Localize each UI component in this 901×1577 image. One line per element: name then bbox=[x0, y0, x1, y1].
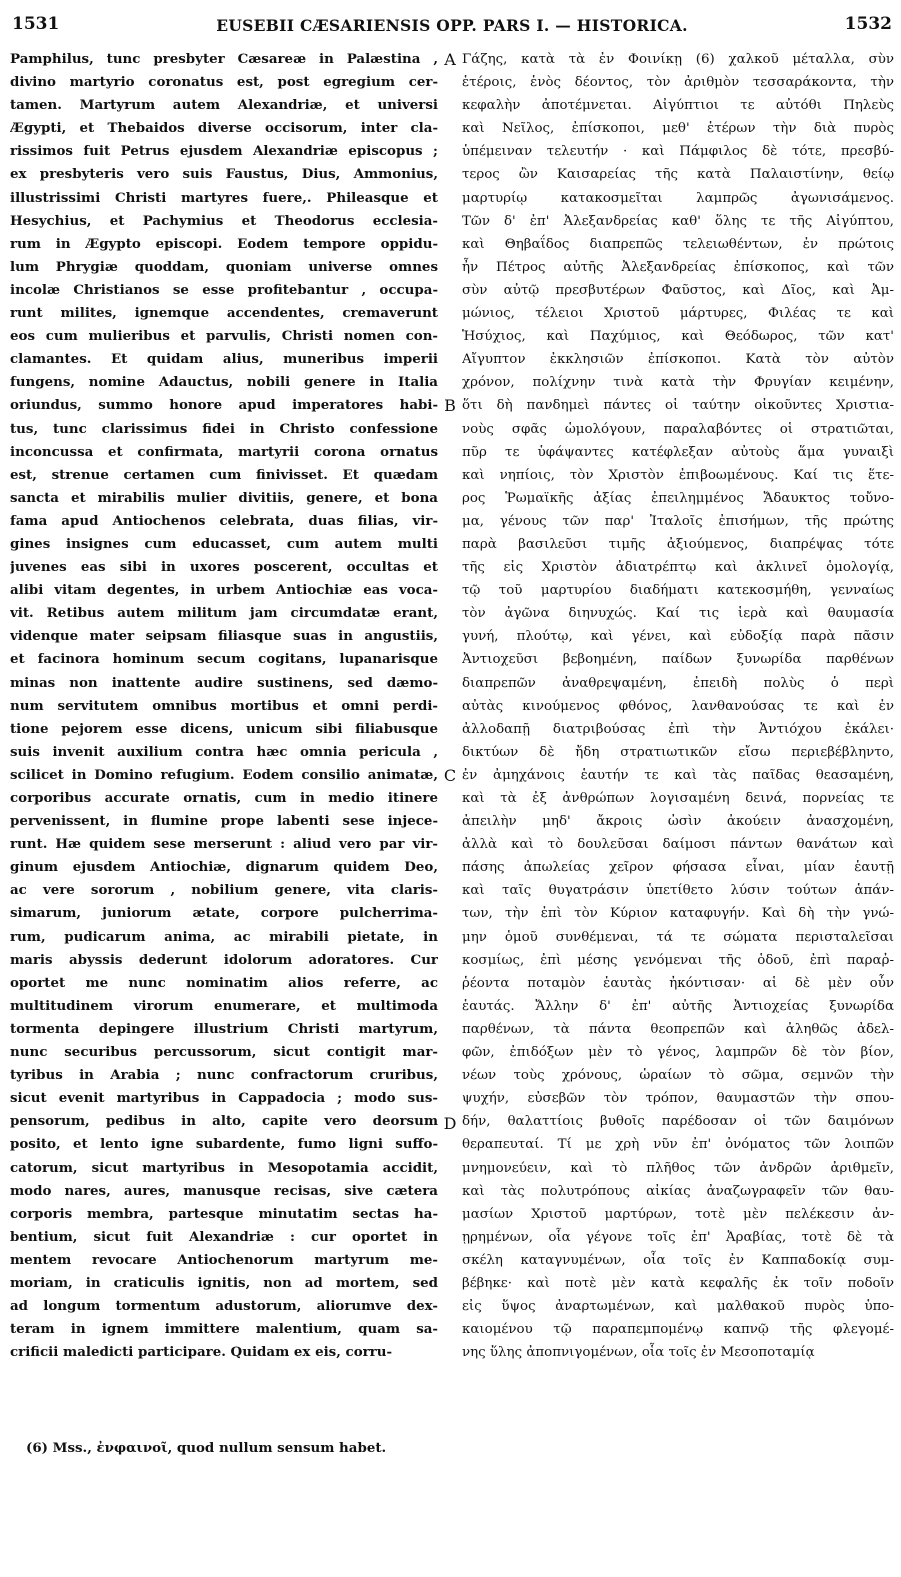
latin-text-line: minas non inattente audire sustinens, sed dæmo- bbox=[10, 674, 438, 691]
latin-text-line: ginum ejusdem Antiochiæ, dignarum quidem Deo, bbox=[10, 859, 438, 876]
greek-text-line: Γάζης, κατὰ τὰ ἐν Φοινίκῃ (6) χαλκοῦ μέταλλα, σὺν bbox=[462, 52, 894, 67]
latin-text-line: tormenta depingere illustrium Christi martyrum, bbox=[10, 1020, 438, 1037]
greek-text-line: μην ὁμοῦ συνθέμεναι, τά τε σώματα περισταλεῖσαι bbox=[462, 929, 894, 945]
greek-text-line: δικτύων δὲ ἤδη στρατιωτικῶν εἴσω περιεβέβληντο, bbox=[462, 744, 894, 760]
greek-text-line: εἰς ὕψος ἀναρτωμένων, καὶ μαλθακοῦ πυρὸς ὑπο- bbox=[462, 1299, 894, 1315]
greek-text-line: ἑαυτάς. Ἄλλην δ' ἐπ' αὐτῆς Ἀντιοχείας ξυνωρίδα bbox=[462, 998, 894, 1014]
greek-text-line: τῆς εἰς Χριστὸν ἀδιατρέπτῳ καὶ ἀκλινεῖ ὁμολογίᾳ, bbox=[462, 560, 894, 576]
margin-mark-d: D bbox=[443, 1114, 457, 1133]
greek-text-line: ὅτι δὴ πανδημεὶ πάντες οἱ ταύτην οἰκοῦντες Χριστια- bbox=[462, 398, 894, 414]
latin-text-line: simarum, juniorum ætate, corpore pulcherrima- bbox=[10, 905, 438, 922]
greek-text-line: ψυχήν, εὐσεβῶν τὸν τρόπον, θαυμαστῶν τὴν σπου- bbox=[462, 1091, 894, 1107]
greek-text-line: Ἀντιοχεῦσι βεβοημένη, παίδων ξυνωρίδα παρθένων bbox=[462, 652, 894, 668]
margin-mark-c: C bbox=[443, 766, 457, 785]
greek-text-line: καὶ νηπίοις, τὸν Χριστὸν ἐπιβοωμένους. Καί τις ἕτε- bbox=[462, 467, 894, 483]
latin-text-line: nunc securibus percussorum, sicut contigit mar- bbox=[10, 1044, 438, 1061]
latin-text-line: catorum, sicut martyribus in Mesopotamia accidit, bbox=[10, 1159, 438, 1176]
latin-text-line: ex presbyteris vero suis Faustus, Dius, Ammonius, bbox=[10, 166, 438, 183]
latin-text-line: tamen. Martyrum autem Alexandriæ, et universi bbox=[10, 97, 438, 114]
greek-text-line: Τῶν δ' ἐπ' Ἀλεξανδρείας καθ' ὅλης τε τῆς Αἰγύπτου, bbox=[462, 213, 894, 229]
latin-text-line: rum in Ægypto episcopi. Eodem tempore oppidu- bbox=[10, 235, 438, 252]
latin-text-line: corporis membra, partesque minutatim sectas ha- bbox=[10, 1205, 438, 1222]
greek-text-line: ἦν Πέτρος αὐτῆς Ἀλεξανδρείας ἐπίσκοπος, καὶ τῶν bbox=[462, 259, 894, 275]
latin-text-line: divino martyrio coronatus est, post egregium cer- bbox=[10, 74, 438, 91]
latin-text-line: gines insignes cum educasset, cum autem multi bbox=[10, 535, 438, 552]
greek-text-line: μώνιος, τέλειοι Χριστοῦ μάρτυρες, Φιλέας τε καὶ bbox=[462, 306, 894, 322]
latin-text-line: ad longum tormentum adustorum, aliorumve dex- bbox=[10, 1298, 438, 1315]
greek-text-line: ἐν ἀμηχάνοις ἑαυτήν τε καὶ τὰς παῖδας θεασαμένη, bbox=[462, 767, 894, 783]
latin-text-line: Ægypti, et Thebaidos diverse occisorum, inter cla- bbox=[10, 120, 438, 137]
greek-text-line: μνημονεύειν, καὶ τὸ πλῆθος τῶν ἀνδρῶν ἀριθμεῖν, bbox=[462, 1160, 894, 1176]
latin-text-line: vit. Retibus autem militum jam circumdatæ erant, bbox=[10, 605, 438, 622]
greek-text-line: ἀλλὰ καὶ τὸ δουλεῦσαι δαίμοσι πάντων θανάτων καὶ bbox=[462, 837, 894, 853]
latin-text-line: est, strenue certamen cum finivisset. Et quædam bbox=[10, 466, 438, 483]
greek-text-line: ἀπειλὴν μηδ' ἄκροις ὠσὶν ἀκούειν ἀνασχομένη, bbox=[462, 814, 894, 830]
greek-text-line: διαπρεπῶν ἀναθρεψαμένη, ἐπειδὴ πολὺς ὁ περὶ bbox=[462, 675, 894, 691]
latin-text-line: modo nares, aures, manusque recisas, sive cætera bbox=[10, 1182, 438, 1199]
greek-text-line: ῃρημένων, οἷα γέγονε τοῖς ἐπ' Ἀραβίας, τοτὲ δὲ τὰ bbox=[462, 1229, 894, 1245]
latin-text-line: mentem revocare Antiochenorum martyrum me- bbox=[10, 1251, 438, 1268]
latin-text-line: runt. Hæ quidem sese merserunt : aliud vero par vir- bbox=[10, 836, 438, 853]
latin-text-line: suis invenit auxilium contra hæc omnia pericula , bbox=[10, 743, 438, 760]
latin-text-line: runt milites, ignemque accendentes, cremaverunt bbox=[10, 305, 438, 322]
latin-text-line: pensorum, pedibus in alto, capite vero deorsum bbox=[10, 1113, 438, 1130]
greek-text-line: σὺν αὐτῷ πρεσβυτέρων Φαῦστος, καὶ Δῖος, καὶ Ἀμ- bbox=[462, 282, 894, 298]
latin-text-line: Hesychius, et Pachymius et Theodorus ecclesia- bbox=[10, 212, 438, 229]
greek-text-line: δήν, θαλαττίοις βυθοῖς παρέδοσαν οἱ τῶν δαιμόνων bbox=[462, 1114, 894, 1130]
margin-mark-b: B bbox=[444, 396, 456, 415]
greek-text-line: τῷ τοῦ μαρτυρίου διαδήματι κατεκοσμήθη, γενναίως bbox=[462, 583, 894, 599]
latin-text-line: juvenes eas sibi in uxores poscerent, occultas et bbox=[10, 559, 438, 576]
latin-text-line: rissimos fuit Petrus ejusdem Alexandriæ episcopus ; bbox=[10, 143, 438, 160]
greek-text-line: Αἴγυπτον ἐκκλησιῶν ἐπίσκοποι. Κατὰ τὸν αὐτὸν bbox=[462, 352, 894, 368]
latin-text-line: tyribus in Arabia ; nunc confractorum cruribus, bbox=[10, 1067, 438, 1084]
latin-text-line: pervenissent, in flumine prope labenti sese injece- bbox=[10, 813, 438, 830]
latin-text-line: sicut evenit martyribus in Cappadocia ; modo sus- bbox=[10, 1090, 438, 1107]
latin-text-line: incolæ Christianos se esse profitebantur , occupa- bbox=[10, 281, 438, 298]
latin-text-line: maris abyssis dederunt idolorum adoratores. Cur bbox=[10, 951, 438, 968]
greek-text-line: τερος ὢν Καισαρείας τῆς κατὰ Παλαιστίνην, θείῳ bbox=[462, 167, 894, 183]
latin-text-line: fama apud Antiochenos celebrata, duas filias, vir- bbox=[10, 512, 438, 529]
greek-text-line: νέων τοὺς χρόνους, ὡραίων τὸ σῶμα, σεμνῶν τὴν bbox=[462, 1068, 894, 1084]
greek-text-line: ἀλλοδαπῇ διατριβούσας ἐπὶ τὴν Ἀντιόχου ἐκάλει· bbox=[462, 721, 894, 737]
running-header bbox=[12, 14, 892, 44]
latin-text-line: clamantes. Et quidam alius, muneribus imperii bbox=[10, 351, 438, 368]
greek-text-line: παρθένων, τὰ πάντα θεοπρεπῶν καὶ ἀληθῶς ἀδελ- bbox=[462, 1021, 894, 1037]
greek-text-line: μαρτυρίῳ κατακοσμεῖται λαμπρῶς ἀγωνισάμενος. bbox=[462, 190, 894, 206]
latin-text-line: alibi vitam degentes, in urbem Antiochiæ eas voca- bbox=[10, 582, 438, 599]
latin-text-line: videnque mater seipsam filiasque suas in angustiis, bbox=[10, 628, 438, 645]
greek-text-line: ρος Ῥωμαϊκῆς ἀξίας ἐπειλημμένος Ἄδαυκτος τοὔνο- bbox=[462, 490, 894, 506]
greek-text-line: μα, γένους τῶν παρ' Ἰταλοῖς ἐπισήμων, τῆς πρώτης bbox=[462, 513, 894, 529]
greek-column bbox=[462, 48, 894, 1364]
latin-text-line: scilicet in Domino refugium. Eodem consilio animatæ, bbox=[10, 766, 438, 783]
greek-text-line: γυνή, πλούτῳ, καὶ γένει, καὶ εὐδοξίᾳ παρὰ πᾶσιν bbox=[462, 629, 894, 645]
greek-text-line: καὶ τὰ ἐξ ἀνθρώπων λογισαμένη δεινά, πορνείας τε bbox=[462, 791, 894, 806]
greek-text-line: νης ὕλης ἀποπνιγομένων, οἷα τοῖς ἐν Μεσοποταμίᾳ bbox=[462, 1345, 815, 1361]
running-title: EUSEBII CÆSARIENSIS OPP. PARS I. — HISTORICA. bbox=[216, 16, 688, 35]
greek-text-line: καὶ ταῖς θυγατράσιν ὑπετίθετο λύσιν τούτων ἁπάν- bbox=[462, 883, 894, 899]
greek-text-line: Ἡσύχιος, καὶ Παχύμιος, καὶ Θεόδωρος, τῶν κατ' bbox=[462, 329, 894, 345]
latin-text-line: tus, tunc clarissimus fidei in Christo confessione bbox=[10, 420, 438, 437]
latin-text-line: corporibus accurate ornatis, cum in medio itinere bbox=[10, 790, 438, 806]
greek-text-line: ῥέοντα ποταμὸν ἑαυτὰς ἠκόντισαν· αἱ δὲ μὲν οὖν bbox=[462, 975, 894, 991]
greek-text-line: χρόνον, πολίχνην τινὰ κατὰ τὴν Φρυγίαν κειμένην, bbox=[462, 375, 894, 391]
greek-text-line: μασίων Χριστοῦ μαρτύρων, τοτὲ μὲν πελέκεσιν ἀν- bbox=[462, 1206, 894, 1222]
latin-text-line: multitudinem virorum enumerare, et multimoda bbox=[10, 997, 438, 1014]
greek-text-line: ὑπέμειναν τελευτήν · καὶ Πάμφιλος δὲ τότε, πρεσβύ- bbox=[462, 144, 894, 160]
greek-text-line: πῦρ τε ὑφάψαντες κατέφλεξαν αὐτοὺς ἅμα γυναιξὶ bbox=[462, 444, 894, 460]
latin-text-line: inconcussa et confirmata, martyrii corona ornatus bbox=[10, 443, 438, 460]
latin-text-line: eos cum mulieribus et parvulis, Christi nomen con- bbox=[10, 328, 438, 345]
latin-text-line: posito, et lento igne subardente, fumo ligni suffo- bbox=[10, 1136, 438, 1153]
latin-text-line: crificii maledicti participare. Quidam ex eis, corru- bbox=[10, 1344, 393, 1361]
greek-text-line: καὶ τὰς πολυτρόπους αἰκίας ἀναζωγραφεῖν τῶν θαυ- bbox=[462, 1183, 894, 1199]
greek-text-line: καὶ Νεῖλος, ἐπίσκοποι, μεθ' ἑτέρων τὴν διὰ πυρὸς bbox=[462, 121, 894, 137]
greek-text-line: ἑτέροις, ἑνὸς δέοντος, τὸν ἀριθμὸν τεσσαράκοντα, τὴν bbox=[462, 75, 894, 91]
page-number-left: 1531 bbox=[12, 14, 60, 34]
margin-mark-a: A bbox=[444, 50, 456, 69]
greek-text-line: κοσμίως, ἐπὶ μέσης γενόμεναι τῆς ὁδοῦ, ἐπὶ παραῤ- bbox=[462, 952, 894, 968]
latin-text-line: oriundus, summo honore apud imperatores habi- bbox=[10, 397, 438, 414]
latin-text-line: oportet me nunc nominatim alios referre, ac bbox=[10, 974, 438, 991]
latin-text-line: rum, pudicarum anima, ac mirabili pietate, in bbox=[10, 928, 438, 945]
latin-text-line: bentium, sicut fuit Alexandriæ : cur oportet in bbox=[10, 1228, 438, 1245]
latin-column bbox=[10, 48, 438, 1364]
latin-text-line: fungens, nomine Adauctus, nobili genere in Italia bbox=[10, 374, 438, 391]
page-number-right: 1532 bbox=[844, 14, 892, 34]
greek-text-line: τὸν ἀγῶνα διηνυχώς. Καί τις ἱερὰ καὶ θαυμασία bbox=[462, 606, 894, 622]
greek-text-line: καὶ Θηβαΐδος διαπρεπῶς τελειωθέντων, ἐν πρώτοις bbox=[462, 236, 894, 252]
latin-text-line: sancta et mirabilis mulier divitiis, genere, et bona bbox=[10, 489, 438, 506]
latin-text-line: ac vere sororum , nobilium genere, vita claris- bbox=[10, 882, 438, 899]
greek-text-line: καιομένου τῷ παραπεμπομένῳ καπνῷ τῆς φλεγομέ- bbox=[462, 1322, 894, 1338]
latin-text-line: illustrissimi Christi martyres fuere,. Phileasque et bbox=[10, 189, 438, 206]
greek-text-line: πάσης ἀπωλείας χεῖρον φήσασα εἶναι, μίαν ἑαυτῇ bbox=[462, 860, 894, 876]
greek-text-line: παρὰ βασιλεῦσι τιμῆς ἀξιούμενος, διαπρέψας τότε bbox=[462, 536, 894, 552]
greek-text-line: των, τὴν ἐπὶ τὸν Κύριον καταφυγήν. Καὶ δὴ τὴν γνώ- bbox=[462, 906, 894, 922]
greek-text-line: σκέλη καταγνυμένων, οἷα τοῖς ἐν Καππαδοκίᾳ συμ- bbox=[462, 1252, 894, 1268]
greek-text-line: κεφαλὴν ἀποτέμνεται. Αἰγύπτιοι τε αὐτόθι Πηλεὺς bbox=[462, 98, 894, 114]
greek-text-line: θεραπευταί. Τί με χρὴ νῦν ἐπ' ὀνόματος τῶν λοιπῶν bbox=[462, 1137, 894, 1153]
latin-text-line: lum Phrygiæ quoddam, quoniam universe omnes bbox=[10, 258, 438, 275]
greek-text-line: φῶν, ἐπιδόξων μὲν τὸ γένος, λαμπρῶν δὲ τὸν βίον, bbox=[462, 1045, 894, 1061]
latin-text-line: num servitutem omnibus mortibus et omni perdi- bbox=[10, 697, 438, 714]
greek-text-line: αὐτὰς κινούμενος φθόνος, λανθανούσας τε καὶ ἐν bbox=[462, 698, 894, 714]
greek-text-line: βέβηκε· καὶ ποτὲ μὲν κατὰ κεφαλῆς ἐκ τοῖν ποδοῖν bbox=[462, 1275, 894, 1291]
latin-text-line: moriam, in craticulis ignitis, non ad mortem, sed bbox=[10, 1274, 438, 1291]
latin-text-line: teram in ignem immittere malentium, quam sa- bbox=[10, 1321, 438, 1338]
footnote: (6) Mss., ἐνφαινοῖ, quod nullum sensum habet. bbox=[26, 1440, 387, 1456]
greek-text-line: νοὺς σφᾶς ὡμολόγουν, παραλαβόντες οἱ στρατιῶται, bbox=[462, 421, 894, 437]
latin-text-line: et facinora hominum secum cogitans, lupanarisque bbox=[10, 651, 438, 668]
latin-text-line: tione pejorem esse dicens, unicum sibi filiabusque bbox=[10, 720, 438, 737]
latin-text-line: Pamphilus, tunc presbyter Cæsareæ in Palæstina , bbox=[10, 51, 438, 67]
